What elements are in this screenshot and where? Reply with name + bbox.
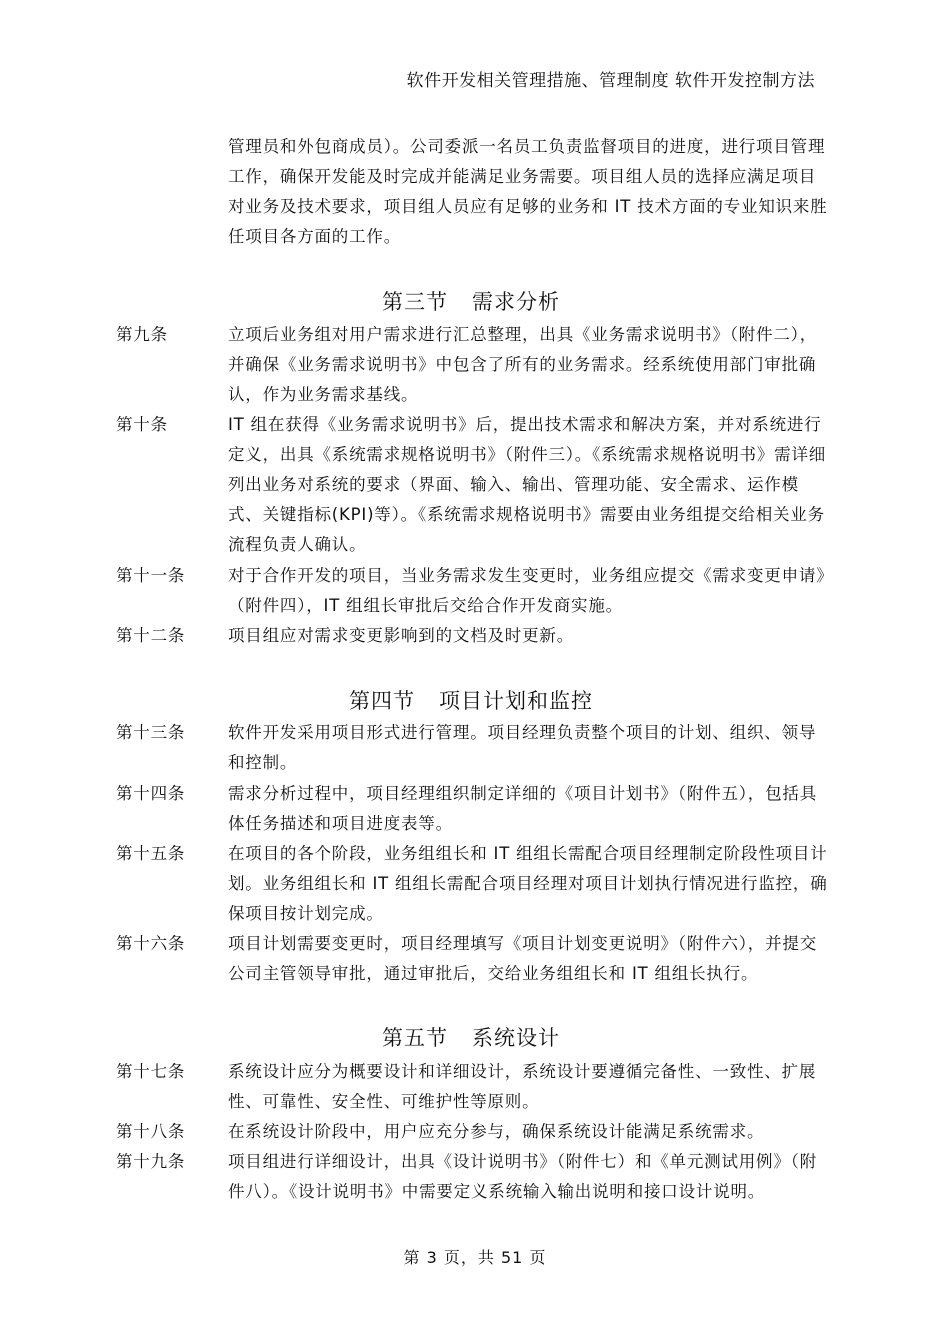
article-number: 第十条 <box>116 415 168 434</box>
article-18 <box>116 1117 830 1147</box>
running-header: 软件开发相关管理措施、管理制度 软件开发控制方法 <box>406 71 815 91</box>
article-number: 第十三条 <box>116 723 186 742</box>
section-number: 第三节 <box>382 290 448 314</box>
intro-paragraph: 管理员和外包商成员）。公司委派一名员工负责监督项目的进度，进行项目管理工作，确保开发能及时完成并能满足业务需要。项目组人员的选择应满足项目对业务及技术要求，项目组人员应有足够的业务和 IT 技术方面的专业知识来胜任项目各方面的工作。 <box>228 137 828 246</box>
article-text: 在系统设计阶段中，用户应充分参与，确保系统设计能满足系统需求。 <box>228 1122 765 1141</box>
article-number: 第十二条 <box>116 626 186 645</box>
article-number: 第十五条 <box>116 844 186 863</box>
section-number: 第四节 <box>349 689 415 713</box>
section-title: 项目计划和监控 <box>439 689 593 713</box>
article-text: 系统设计应分为概要设计和详细设计，系统设计要遵循完备性、一致性、扩展性、可靠性、安全性、可维护性等原则。 <box>228 1062 817 1111</box>
article-text: 在项目的各个阶段，业务组组长和 IT 组组长需配合项目经理制定阶段性项目计划。业务组组长和 IT 组组长需配合项目经理对项目计划执行情况进行监控，确保项目按计划完成。 <box>228 844 828 923</box>
article-number: 第九条 <box>116 325 168 344</box>
article-text: 需求分析过程中，项目经理组织制定详细的《项目计划书》（附件五），包括具体任务描述和项目进度表等。 <box>228 784 817 833</box>
article-16 <box>116 929 830 989</box>
page-footer: 第 3 页，共 51 页 <box>403 1248 547 1267</box>
article-13 <box>116 718 830 778</box>
article-number: 第十六条 <box>116 934 186 953</box>
article-text: 项目计划需要变更时，项目经理填写《项目计划变更说明》（附件六），并提交公司主管领导审批，通过审批后，交给业务组组长和 IT 组组长执行。 <box>228 934 817 983</box>
article-12 <box>116 621 830 651</box>
section-heading-5 <box>116 1022 826 1052</box>
article-number: 第十四条 <box>116 784 186 803</box>
article-19 <box>116 1147 830 1207</box>
section-title: 需求分析 <box>472 290 560 314</box>
article-text: 立项后业务组对用户需求进行汇总整理，出具《业务需求说明书》（附件二），并确保《业务需求说明书》中包含了所有的业务需求。经系统使用部门审批确认，作为业务需求基线。 <box>228 325 817 404</box>
article-text: 软件开发采用项目形式进行管理。项目经理负责整个项目的计划、组织、领导和控制。 <box>228 723 817 772</box>
article-number: 第十八条 <box>116 1122 186 1141</box>
article-14 <box>116 779 830 839</box>
section-number: 第五节 <box>382 1026 448 1050</box>
article-text: IT 组在获得《业务需求说明书》后，提出技术需求和解决方案，并对系统进行定义，出具《系统需求规格说明书》（附件三）。《系统需求规格说明书》需详细列出业务对系统的要求（界面、输入、输出、管理功能、安全需求、运作模式、关键指标(KPI)等）。《系统需求规格说明书》需要由业务组提交给相关业务流程负责人确认。 <box>228 415 827 554</box>
article-text: 项目组进行详细设计，出具《设计说明书》（附件七）和《单元测试用例》（附件八）。《设计说明书》中需要定义系统输入输出说明和接口设计说明。 <box>228 1152 817 1201</box>
article-15 <box>116 839 830 929</box>
section-heading-3 <box>116 286 826 316</box>
section-title: 系统设计 <box>472 1026 560 1050</box>
article-text: 项目组应对需求变更影响到的文档及时更新。 <box>228 626 574 645</box>
article-number: 第十七条 <box>116 1062 186 1081</box>
article-17 <box>116 1057 830 1117</box>
article-10 <box>116 410 830 560</box>
article-11 <box>116 561 830 621</box>
article-number: 第十一条 <box>116 566 186 585</box>
section-heading-4 <box>116 685 826 715</box>
article-number: 第十九条 <box>116 1152 186 1171</box>
article-9 <box>116 320 830 410</box>
article-text: 对于合作开发的项目，当业务需求发生变更时，业务组应提交《需求变更申请》（附件四），IT 组组长审批后交给合作开发商实施。 <box>228 566 826 615</box>
